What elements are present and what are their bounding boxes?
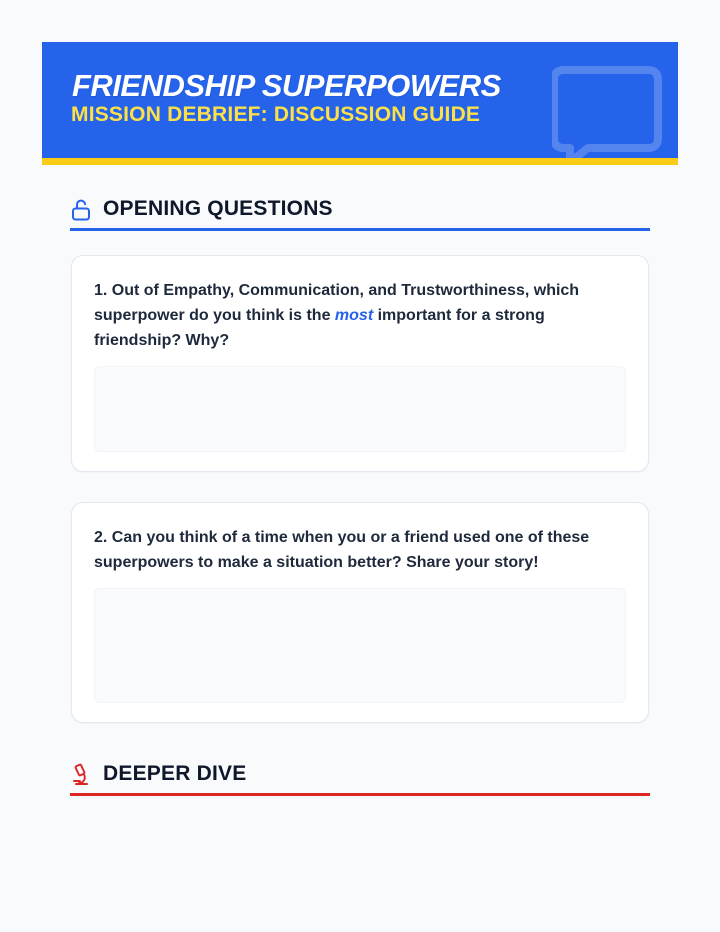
question-emphasis: most: [334, 307, 374, 324]
section-rule: [70, 228, 650, 231]
question-text-2: 2. Can you think of a time when you or a friend used one of these superpowers to make a situation better? Share your story!: [94, 529, 590, 571]
section-title: OPENING QUESTIONS: [103, 197, 333, 220]
section-heading-deeper-dive: [70, 759, 650, 799]
header-accent-stripe: [42, 158, 678, 165]
chat-bubble-icon: [552, 62, 662, 160]
section-title: DEEPER DIVE: [103, 762, 247, 785]
page-title: FRIENDSHIP SUPERPOWERS: [72, 68, 501, 103]
answer-area-1[interactable]: [94, 366, 626, 452]
microscope-icon: [70, 763, 92, 787]
section-rule: [70, 793, 650, 796]
answer-area-2[interactable]: [94, 588, 626, 703]
question-text-1: 1. Out of Empathy, Communication, and Trustworthiness, which superpower do you think is the most important for a strong friendship? Why?: [94, 282, 580, 349]
section-heading-opening: [70, 194, 650, 234]
header-banner: [42, 42, 678, 160]
question-card-2: [71, 502, 649, 723]
unlock-icon: [70, 198, 92, 222]
page-subtitle: MISSION DEBRIEF: DISCUSSION GUIDE: [71, 103, 481, 126]
question-card-1: [71, 255, 649, 472]
